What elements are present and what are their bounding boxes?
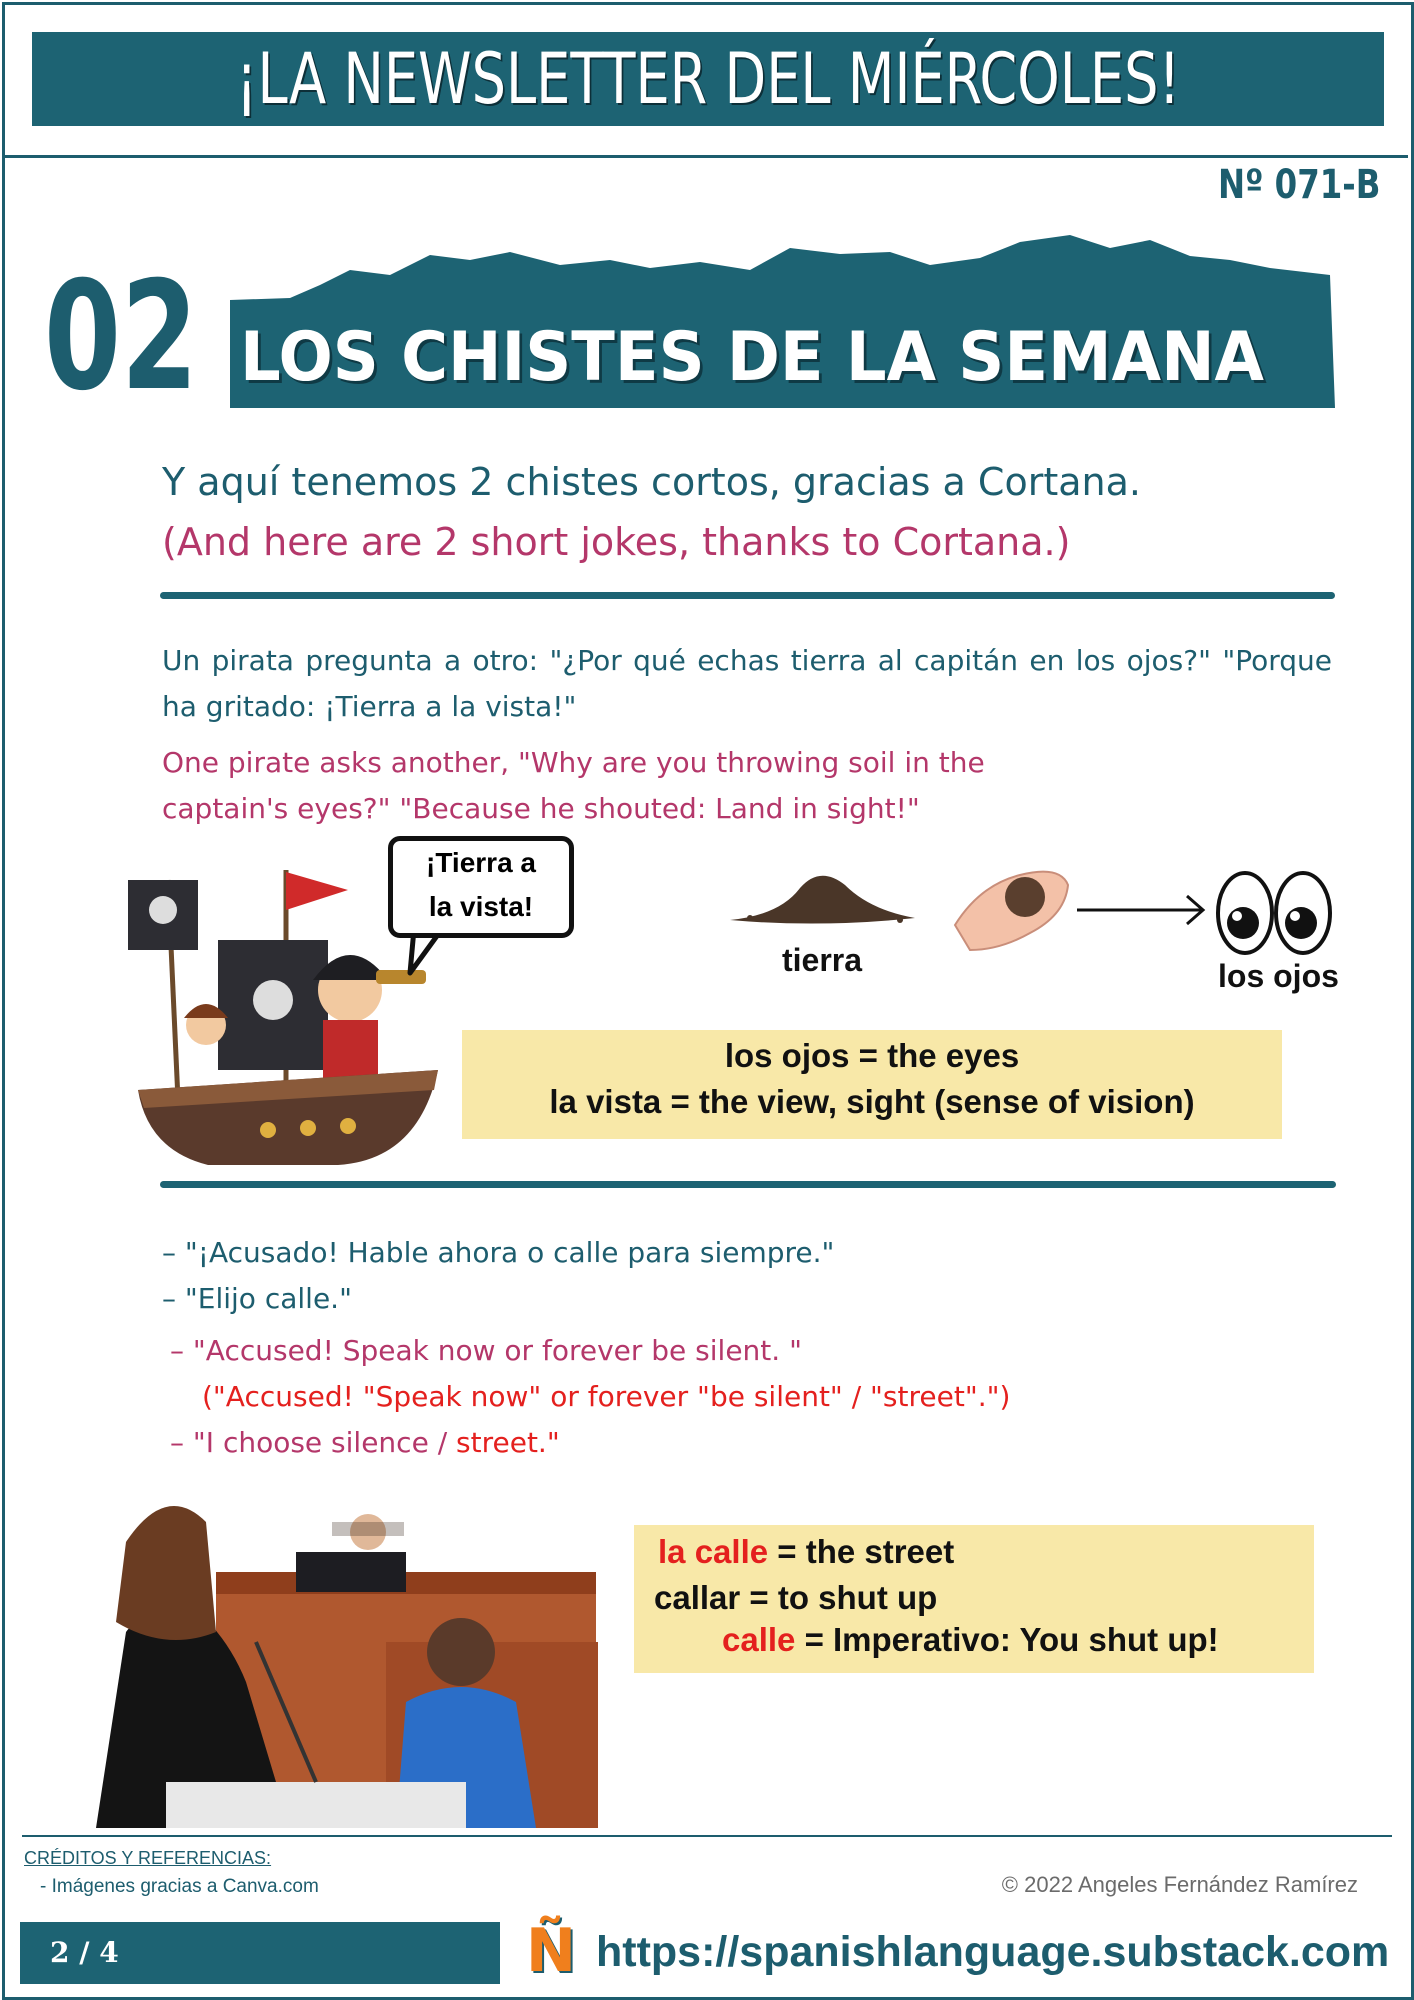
section-number: 02 bbox=[44, 250, 198, 424]
copyright: © 2022 Angeles Fernández Ramírez bbox=[1001, 1872, 1358, 1897]
joke2-spanish-line2: – "Elijo calle." bbox=[162, 1282, 352, 1315]
issue-number: Nº 071-B bbox=[1217, 162, 1380, 208]
vocab-imperativo bbox=[722, 1621, 1219, 1659]
vocab-imperativo-term: calle bbox=[722, 1621, 796, 1658]
divider bbox=[160, 1181, 1336, 1188]
vocab-ojos: los ojos = the eyes bbox=[724, 1037, 1020, 1074]
joke2-spanish-line1: – "¡Acusado! Hable ahora o calle para siempre." bbox=[162, 1236, 835, 1269]
joke2-english-line3-b: street." bbox=[456, 1426, 560, 1459]
intro-english: (And here are 2 short jokes, thanks to Cortana.) bbox=[162, 520, 1071, 564]
joke1-english-line1: One pirate asks another, "Why are you throwing soil in the bbox=[162, 746, 985, 779]
logo-letter: Ñ bbox=[525, 1916, 577, 1986]
speech-bubble-line2: la vista! bbox=[428, 891, 534, 922]
joke1-english-line2: captain's eyes?" "Because he shouted: Land in sight!" bbox=[162, 792, 920, 825]
joke2-english-line3 bbox=[170, 1420, 560, 1466]
arrow-icon bbox=[1075, 890, 1210, 930]
intro-spanish: Y aquí tenemos 2 chistes cortos, gracias a Cortana. bbox=[162, 460, 1141, 504]
newsletter-title: ¡LA NEWSLETTER DEL MIÉRCOLES! bbox=[235, 38, 1181, 120]
footer-divider bbox=[22, 1835, 1392, 1837]
credits-heading: CRÉDITOS Y REFERENCIAS: bbox=[24, 1848, 272, 1868]
speech-bubble bbox=[388, 836, 574, 938]
credits-item: - Imágenes gracias a Canva.com bbox=[40, 1876, 319, 1897]
hand-with-soil-image bbox=[950, 855, 1075, 955]
vocab-imperativo-def: = Imperativo: You shut up! bbox=[795, 1621, 1219, 1658]
page-number: 2 / 4 bbox=[50, 1936, 119, 1969]
vocab-calle bbox=[658, 1533, 954, 1571]
divider bbox=[160, 592, 1335, 599]
courtroom-photo bbox=[76, 1482, 598, 1828]
vocab-vista: la vista = the view, sight (sense of vision) bbox=[549, 1083, 1195, 1120]
joke2-english-line3-a: – "I choose silence / bbox=[170, 1426, 457, 1459]
footer-url-link[interactable]: https://spanishlanguage.substack.com bbox=[596, 1928, 1390, 1976]
vocab-calle-term: la calle bbox=[658, 1533, 769, 1570]
speech-bubble-line1: ¡Tierra a bbox=[426, 847, 536, 878]
vocab-box-joke1 bbox=[462, 1030, 1282, 1139]
logo-icon bbox=[520, 1918, 582, 1984]
joke1-spanish: Un pirata pregunta a otro: "¿Por qué echas tierra al capitán en los ojos?" "Porque ha gritado: ¡Tierra a la vista!" bbox=[162, 644, 1332, 723]
label-tierra: tierra bbox=[782, 942, 863, 978]
vocab-box-joke2 bbox=[634, 1525, 1314, 1673]
label-los-ojos: los ojos bbox=[1218, 958, 1339, 994]
joke2-english-line1: – "Accused! Speak now or forever be silent. " bbox=[170, 1334, 802, 1367]
soil-pile-image bbox=[720, 860, 920, 930]
vocab-callar: callar = to shut up bbox=[654, 1579, 938, 1616]
vocab-calle-def: = the street bbox=[768, 1533, 955, 1570]
newsletter-title-bar bbox=[32, 32, 1384, 126]
eyes-icon bbox=[1215, 868, 1335, 958]
joke2-english-line2: ("Accused! "Speak now" or forever "be silent" / "street".") bbox=[202, 1380, 1011, 1413]
section-title: LOS CHISTES DE LA SEMANA bbox=[240, 318, 1265, 397]
joke1-english bbox=[162, 740, 1162, 832]
